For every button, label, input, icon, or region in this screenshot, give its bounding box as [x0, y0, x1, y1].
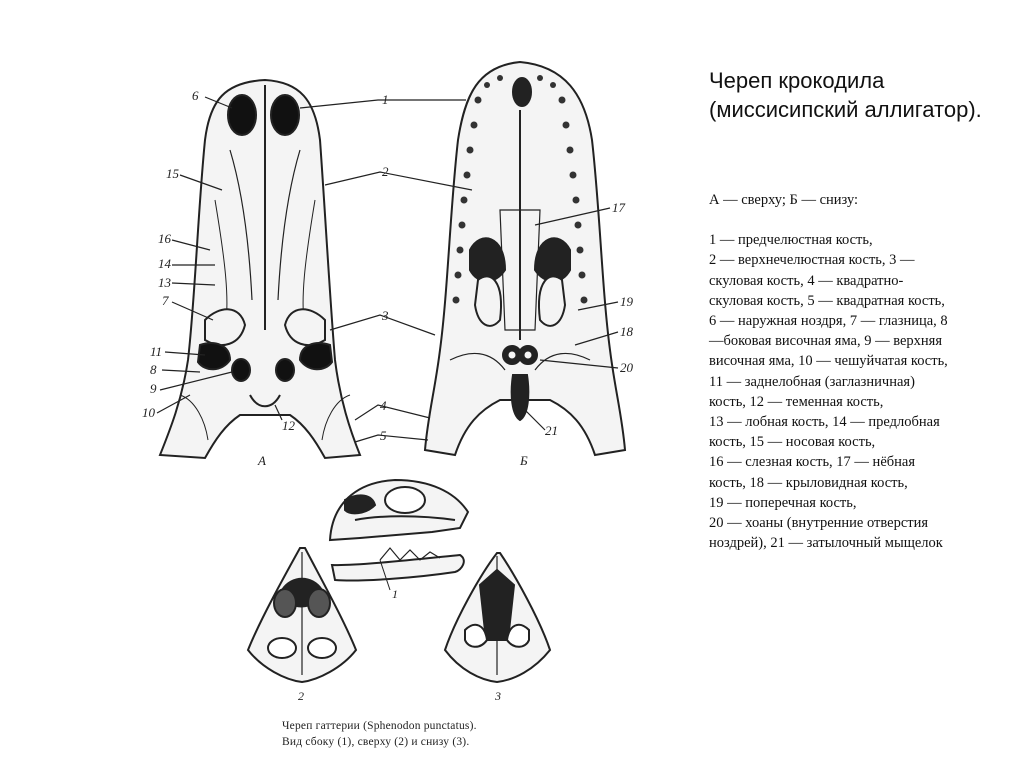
legend-line: 6 — наружная ноздря, 7 — глазница, 8 — [709, 313, 948, 330]
label-15: 15 — [166, 166, 179, 181]
label-11: 11 — [150, 344, 163, 359]
label-13: 13 — [158, 275, 171, 290]
legend-line: 11 — заднелобная (заглазничная) — [709, 373, 915, 390]
label-18: 18 — [620, 324, 633, 339]
legend-line: кость, 18 — крыловидная кость, — [709, 474, 908, 491]
label-20: 20 — [620, 360, 633, 375]
caption-line-1: Череп гаттерии (Sphenodon punctatus). — [282, 720, 477, 732]
label-10: 10 — [142, 405, 155, 420]
legend-line: —боковая височная яма, 9 — верхняя — [709, 333, 942, 350]
label-tuatara-2: 2 — [298, 689, 304, 703]
croc-skull-bottom-view — [425, 62, 625, 455]
croc-skull-top-view — [160, 80, 360, 458]
tuatara-skull-side-view — [330, 480, 468, 581]
legend-line: 2 — верхнечелюстная кость, 3 — — [709, 252, 915, 269]
legend-line: 16 — слезная кость, 17 — нёбная — [709, 454, 915, 471]
tuatara-skull-bottom-view — [445, 553, 550, 682]
label-17: 17 — [612, 200, 625, 215]
legend-line: кость, 15 — носовая кость, — [709, 434, 876, 451]
label-6: 6 — [192, 88, 199, 103]
label-2-center: 2 — [382, 164, 389, 179]
figure-caption — [282, 718, 612, 750]
legend-line: 13 — лобная кость, 14 — предлобная — [709, 414, 940, 431]
label-8: 8 — [150, 362, 157, 377]
label-tuatara-1: 1 — [392, 587, 398, 601]
label-16: 16 — [158, 231, 171, 246]
legend-text — [709, 190, 1009, 553]
view-label-a: А — [258, 453, 266, 468]
label-7: 7 — [162, 293, 169, 308]
label-tuatara-3: 3 — [495, 689, 501, 703]
label-9: 9 — [150, 381, 157, 396]
center-labels — [380, 92, 389, 443]
label-1-center: 1 — [382, 92, 389, 107]
legend-line: скуловая кость, 4 — квадратно- — [709, 272, 904, 289]
legend-line: 1 — предчелюстная кость, — [709, 232, 873, 249]
legend-line: кость, 12 — теменная кость, — [709, 393, 884, 410]
slide-title: Череп крокодила (миссисипский аллигатор). — [709, 68, 982, 122]
legend-line: 19 — поперечная кость, — [709, 494, 857, 511]
label-14: 14 — [158, 256, 171, 271]
label-5-center: 5 — [380, 428, 387, 443]
label-4-center: 4 — [380, 398, 387, 413]
caption-line-2: Вид сбоку (1), сверху (2) и снизу (3). — [282, 736, 470, 748]
label-19: 19 — [620, 294, 633, 309]
legend-line: височная яма, 10 — чешуйчатая кость, — [709, 353, 948, 370]
legend-line: 20 — хоаны (внутренние отверстия — [709, 515, 929, 532]
legend-line: ноздрей), 21 — затылочный мыщелок — [709, 535, 943, 552]
label-21: 21 — [545, 423, 558, 438]
label-12: 12 — [282, 418, 295, 433]
label-3-center: 3 — [382, 308, 389, 323]
legend-line: скуловая кость, 5 — квадратная кость, — [709, 292, 945, 309]
view-label-b: Б — [520, 453, 528, 468]
views-description: А — сверху; Б — снизу: — [709, 192, 859, 208]
